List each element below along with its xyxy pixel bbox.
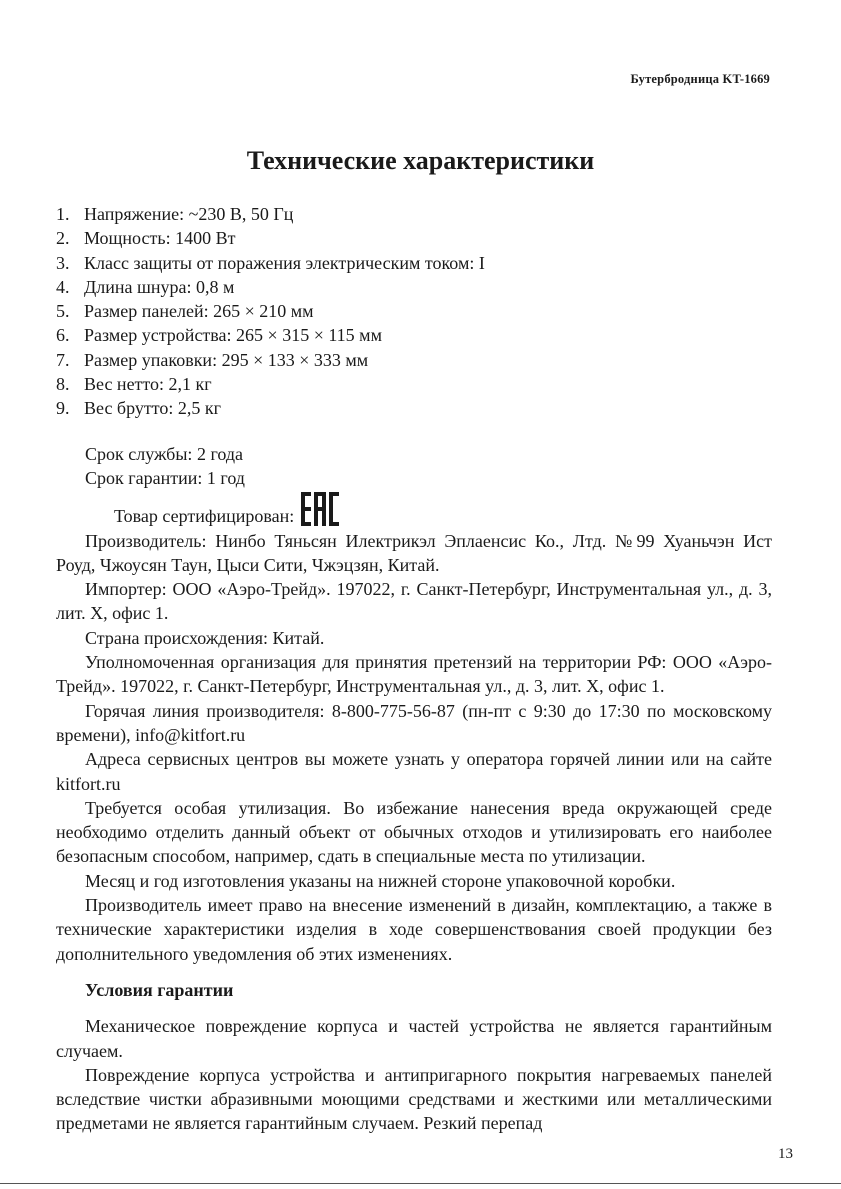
list-item-number: 4. xyxy=(56,276,70,297)
authorized-org-text: Уполномоченная организация для принятия претензий на территории РФ: ООО «Аэро-Трейд». 197022, г. Санкт-Петербург, Инструментальная ул., д. 3, лит. Х, офис 1. xyxy=(56,652,772,697)
page-number: 13 xyxy=(778,1146,793,1162)
list-item-text: Размер упаковки: 295 × 133 × 333 мм xyxy=(84,349,369,370)
list-item xyxy=(56,372,485,396)
list-item xyxy=(56,275,485,299)
list-item xyxy=(56,202,485,226)
list-item-number: 3. xyxy=(56,252,70,273)
warranty-paragraph: Повреждение корпуса устройства и антипригарного покрытия нагреваемых панелей вследствие чистки абразивными моющими средствами и жесткими или металлическими предметами не является гарантийным случаем. Резкий перепад xyxy=(56,1064,772,1134)
warranty-heading: Условия гарантии xyxy=(85,979,234,1000)
list-item xyxy=(56,323,485,347)
list-item-number: 1. xyxy=(56,204,70,224)
list-item xyxy=(56,396,485,420)
list-item-number: 5. xyxy=(56,301,70,322)
warranty-period-text: Срок гарантии: 1 год xyxy=(85,468,245,489)
list-item xyxy=(56,251,485,275)
list-item xyxy=(56,226,485,250)
list-item-text: Вес брутто: 2,5 кг xyxy=(84,398,221,419)
list-item-text: Размер панелей: 265 × 210 мм xyxy=(84,301,314,322)
manufacture-date-text: Месяц и год изготовления указаны на нижней стороне упаковочной коробки. xyxy=(85,870,676,891)
list-item-text: Класс защиты от поражения электрическим током: I xyxy=(84,252,485,273)
list-item-number: 6. xyxy=(56,325,70,346)
list-item xyxy=(56,299,485,323)
list-item-text: Длина шнура: 0,8 м xyxy=(84,276,235,297)
warranty-paragraph: Механическое повреждение корпуса и частей устройства не является гарантийным случаем. xyxy=(56,1016,772,1061)
disposal-text: Требуется особая утилизация. Во избежание нанесения вреда окружающей среде необходимо отделить данный объект от обычных отходов и утилизировать его наиболее безопасным способом, например, сдать в специальные места по утилизации. xyxy=(56,797,772,867)
eac-mark-icon xyxy=(300,491,340,527)
page-divider xyxy=(0,1183,841,1184)
certified-text: Товар сертифицирован: xyxy=(114,506,295,527)
hotline-text: Горячая линия производителя: 8-800-775-56-87 (пн-пт с 9:30 до 17:30 по московскому времени), info@kitfort.ru xyxy=(56,700,772,745)
manufacturer-text: Производитель: Нинбо Тяньсян Илектрикэл Эплаенсис Ко., Лтд. №99 Хуаньчэн Ист Роуд, Чжоусян Таун, Цыси Сити, Чжэцзян, Китай. xyxy=(56,530,772,575)
list-item-number: 7. xyxy=(56,349,70,370)
certification-line xyxy=(56,491,772,529)
list-item-text: Напряжение: ~230 В, 50 Гц xyxy=(84,204,294,224)
running-header: Бутербродница KT-1669 xyxy=(630,72,770,86)
list-item-number: 9. xyxy=(56,398,70,419)
info-section xyxy=(56,442,772,1136)
list-item-text: Вес нетто: 2,1 кг xyxy=(84,374,212,395)
origin-text: Страна происхождения: Китай. xyxy=(85,627,325,648)
list-item-number: 8. xyxy=(56,374,70,395)
list-item xyxy=(56,348,485,372)
importer-text: Импортер: ООО «Аэро-Трейд». 197022, г. Санкт-Петербург, Инструментальная ул., д. 3, лит. Х, офис 1. xyxy=(56,579,772,624)
service-life-text: Срок службы: 2 года xyxy=(85,444,244,464)
list-item-text: Мощность: 1400 Вт xyxy=(84,228,236,249)
list-item-text: Размер устройства: 265 × 315 × 115 мм xyxy=(84,325,382,346)
changes-text: Производитель имеет право на внесение изменений в дизайн, комплектацию, а также в технические характеристики изделия в ходе совершенствования своей продукции без дополнительного уведомления об этих изменениях. xyxy=(56,895,772,964)
list-item-number: 2. xyxy=(56,228,70,249)
service-centers-text: Адреса сервисных центров вы можете узнать у оператора горячей линии или на сайте kitfort.ru xyxy=(56,749,772,794)
spec-list xyxy=(56,202,485,421)
page-title: Технические характеристики xyxy=(246,146,595,175)
